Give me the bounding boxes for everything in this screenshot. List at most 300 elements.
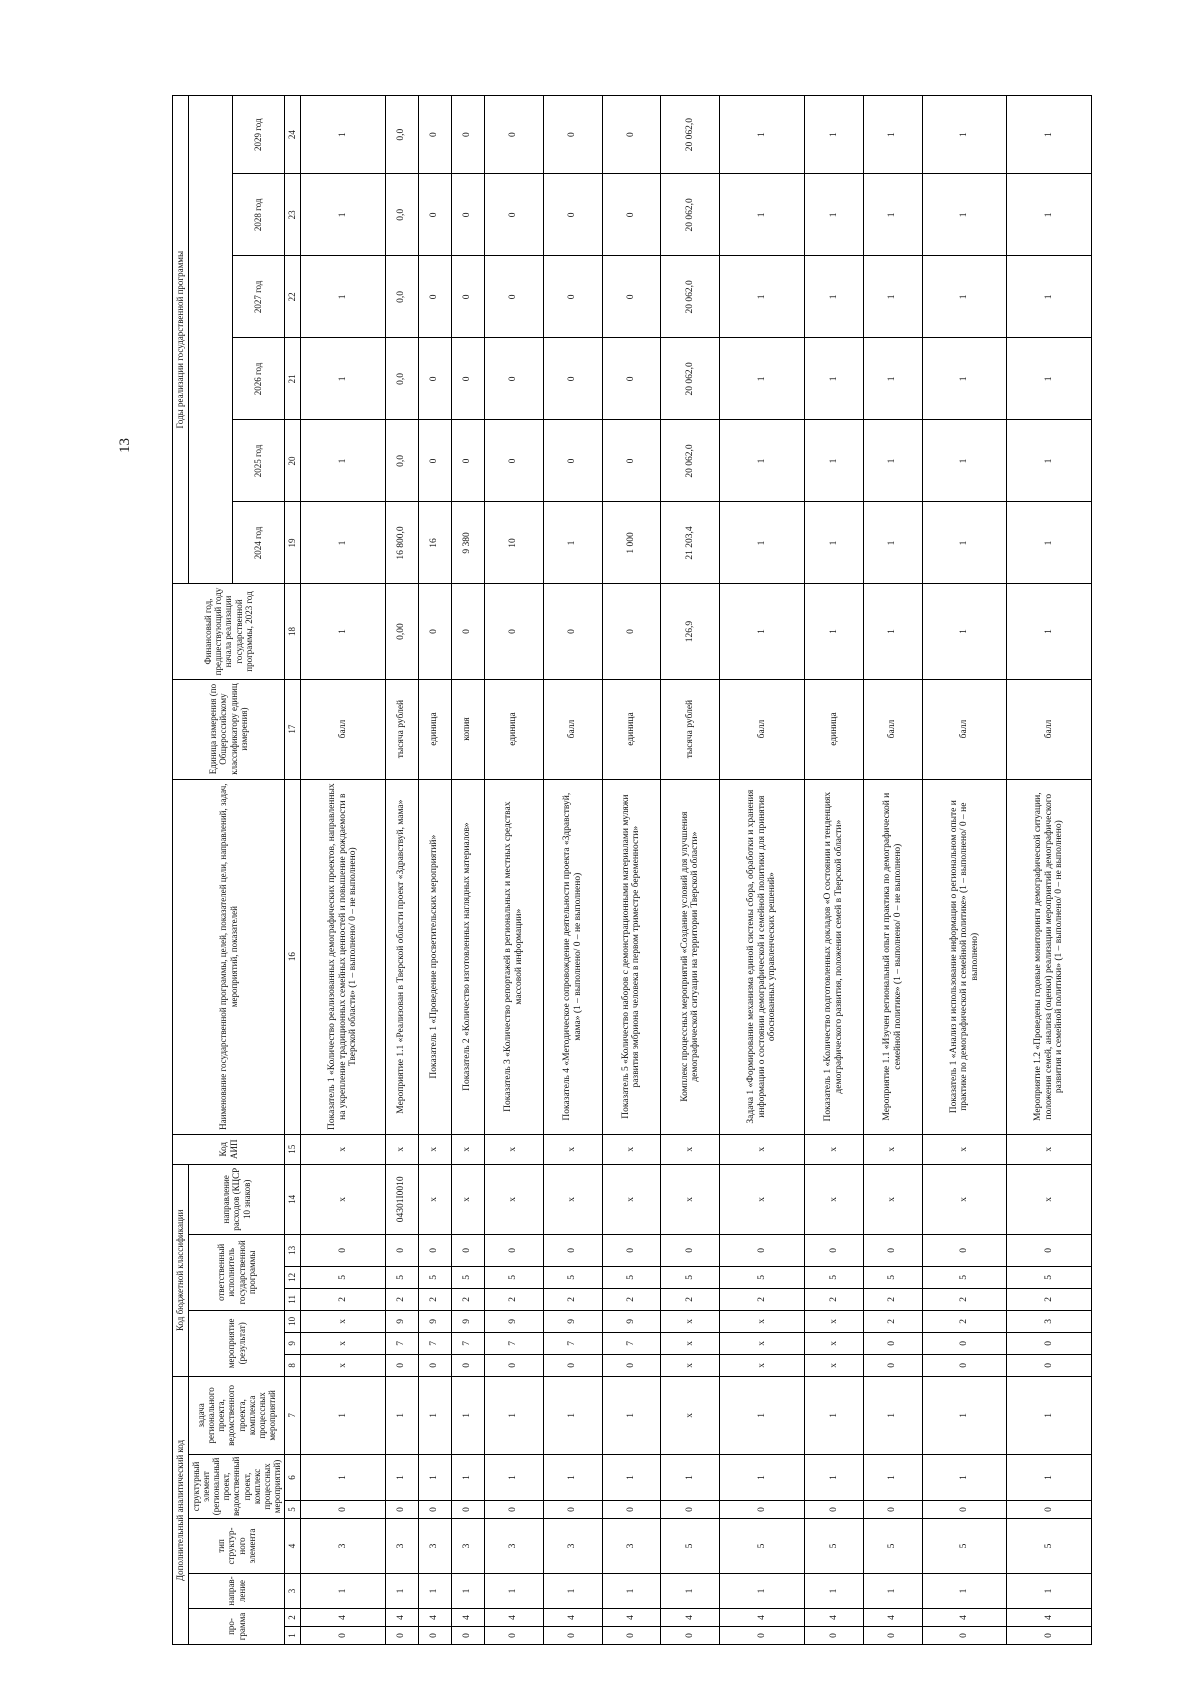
code-cell: 3 bbox=[418, 1518, 451, 1573]
row-year-value: 0 bbox=[451, 420, 484, 502]
row-value-2023: 0 bbox=[484, 584, 543, 679]
code-cell: 5 bbox=[922, 1266, 1007, 1288]
row-year-value: 0 bbox=[484, 256, 543, 338]
code-cell: 5 bbox=[1007, 1266, 1092, 1288]
code-cell: 5 bbox=[720, 1518, 805, 1573]
code-cell: 3 bbox=[602, 1518, 661, 1573]
row-name: Показатель 1 «Количество подготовленных докладов «О состоянии и тенденциях демографического развития, положении семей в Тверской области» bbox=[804, 779, 863, 1134]
table-row bbox=[661, 96, 720, 1645]
code-cell: 5 bbox=[804, 1266, 863, 1288]
code-cell: 0 bbox=[301, 1500, 386, 1518]
code-cell: 0 bbox=[602, 1500, 661, 1518]
code-cell: 1 bbox=[543, 1454, 602, 1500]
row-year-value: 1 bbox=[301, 338, 386, 420]
header-meropriyatie: мероприятие (результат) bbox=[189, 1310, 285, 1376]
code-cell: 4 bbox=[418, 1609, 451, 1627]
code-cell: 1 bbox=[301, 1454, 386, 1500]
code-cell: х bbox=[720, 1164, 805, 1234]
code-cell: 0 bbox=[451, 1234, 484, 1266]
row-value-2023: 0,00 bbox=[385, 584, 418, 679]
code-cell: 0 bbox=[804, 1234, 863, 1266]
code-cell: х bbox=[543, 1164, 602, 1234]
row-year-value: 0,0 bbox=[385, 96, 418, 174]
row-year-value: 0 bbox=[602, 174, 661, 256]
code-cell: 0 bbox=[863, 1354, 922, 1376]
code-cell: 4 bbox=[385, 1609, 418, 1627]
code-cell: 5 bbox=[1007, 1518, 1092, 1573]
header-zadacha: задача регионального проекта, ведомственного проекта, комплекса процессных мероприятий bbox=[189, 1376, 285, 1454]
header-otv: ответственный исполнитель государственной программы bbox=[189, 1234, 285, 1310]
table-row bbox=[804, 96, 863, 1645]
code-cell: 0 bbox=[301, 1234, 386, 1266]
code-cell: 1 bbox=[804, 1376, 863, 1454]
code-cell: 1 bbox=[863, 1454, 922, 1500]
table-row bbox=[301, 96, 386, 1645]
code-cell: 0 bbox=[543, 1234, 602, 1266]
code-cell: 2 bbox=[385, 1288, 418, 1310]
row-year-value: 1 bbox=[1007, 420, 1092, 502]
row-year-value: 1 bbox=[804, 174, 863, 256]
code-cell: 4 bbox=[301, 1609, 386, 1627]
code-cell: 1 bbox=[804, 1573, 863, 1608]
code-cell: 0 bbox=[602, 1627, 661, 1645]
code-cell: 0 bbox=[543, 1354, 602, 1376]
code-cell: 4 bbox=[661, 1609, 720, 1627]
code-cell: х bbox=[602, 1164, 661, 1234]
row-year-value: 0,0 bbox=[385, 420, 418, 502]
code-cell: 0 bbox=[922, 1354, 1007, 1376]
row-year-value: 1 bbox=[1007, 502, 1092, 584]
code-cell: 2 bbox=[1007, 1288, 1092, 1310]
code-cell: 3 bbox=[484, 1518, 543, 1573]
code-cell: х bbox=[451, 1134, 484, 1164]
page-number: 13 bbox=[117, 438, 133, 453]
code-cell: 0 bbox=[661, 1500, 720, 1518]
code-cell: 0 bbox=[922, 1500, 1007, 1518]
code-cell: 9 bbox=[385, 1310, 418, 1332]
row-year-value: 0 bbox=[543, 174, 602, 256]
code-cell: х bbox=[863, 1134, 922, 1164]
row-year-value: 0 bbox=[484, 420, 543, 502]
code-cell: 0 bbox=[720, 1627, 805, 1645]
row-year-value: 20 062,0 bbox=[661, 96, 720, 174]
code-cell: 9 bbox=[418, 1310, 451, 1332]
column-number: 17 bbox=[285, 679, 301, 779]
column-number: 5 bbox=[285, 1500, 301, 1518]
code-cell: 0 bbox=[1007, 1234, 1092, 1266]
column-number: 18 bbox=[285, 584, 301, 679]
table-row bbox=[922, 96, 1007, 1645]
row-year-value: 1 bbox=[863, 502, 922, 584]
code-cell: 1 bbox=[543, 1376, 602, 1454]
code-cell: 0 bbox=[451, 1627, 484, 1645]
row-year-value: 0 bbox=[484, 338, 543, 420]
code-cell: 4 bbox=[451, 1609, 484, 1627]
row-name: Показатель 3 «Количество репортажей в региональных и местных средствах массовой информации» bbox=[484, 779, 543, 1134]
header-years-spacer bbox=[189, 96, 233, 584]
row-unit: балл bbox=[301, 679, 386, 779]
code-cell: 1 bbox=[1007, 1376, 1092, 1454]
row-value-2023: 0 bbox=[543, 584, 602, 679]
header-struct-el: структурный элемент (региональный проект, ведомственный проект, комплекс процессных мероприятий) bbox=[189, 1454, 285, 1518]
code-cell: 2 bbox=[451, 1288, 484, 1310]
code-cell: 0 bbox=[1007, 1332, 1092, 1354]
table-body bbox=[301, 96, 1092, 1645]
header-unit: Единица измерения (по Общероссийскому классификатору единиц измерения) bbox=[173, 679, 285, 779]
table-row bbox=[418, 96, 451, 1645]
row-year-value: 0 bbox=[484, 96, 543, 174]
row-year-value: 1 bbox=[1007, 174, 1092, 256]
row-year-value: 0 bbox=[451, 256, 484, 338]
row-year-value: 0 bbox=[602, 420, 661, 502]
row-name: Показатель 1 «Количество реализованных демографических проектов, направленных на укрепление традиционных семейных ценностей и повышение рождаемости в Тверской области» (1 – выполнено/ 0 – не выполнено) bbox=[301, 779, 386, 1134]
code-cell: 1 bbox=[720, 1376, 805, 1454]
row-year-value: 0 bbox=[543, 420, 602, 502]
code-cell: 0 bbox=[602, 1234, 661, 1266]
code-cell: 0 bbox=[484, 1234, 543, 1266]
column-number: 12 bbox=[285, 1266, 301, 1288]
code-cell: 1 bbox=[301, 1376, 386, 1454]
code-cell: 9 bbox=[543, 1310, 602, 1332]
code-cell: 2 bbox=[484, 1288, 543, 1310]
row-year-value: 1 bbox=[720, 502, 805, 584]
code-cell: х bbox=[301, 1134, 386, 1164]
row-name: Комплекс процессных мероприятий «Создание условий для улучшения демографической ситуации на территории Тверской области» bbox=[661, 779, 720, 1134]
table-row bbox=[543, 96, 602, 1645]
code-cell: 3 bbox=[301, 1518, 386, 1573]
code-cell: х bbox=[484, 1134, 543, 1164]
code-cell: 5 bbox=[451, 1266, 484, 1288]
code-cell: х bbox=[301, 1332, 386, 1354]
code-cell: 1 bbox=[385, 1454, 418, 1500]
row-name: Показатель 2 «Количество изготовленных наглядных материалов» bbox=[451, 779, 484, 1134]
row-unit: тысяча рублей bbox=[661, 679, 720, 779]
row-year-value: 1 bbox=[922, 96, 1007, 174]
code-cell: 0 bbox=[1007, 1627, 1092, 1645]
row-value-2023: 1 bbox=[301, 584, 386, 679]
row-value-2023: 1 bbox=[1007, 584, 1092, 679]
code-cell: х bbox=[451, 1164, 484, 1234]
row-year-value: 1 bbox=[720, 174, 805, 256]
column-number: 3 bbox=[285, 1573, 301, 1608]
code-cell: х bbox=[661, 1134, 720, 1164]
program-table bbox=[172, 95, 1092, 1645]
row-value-2023: 1 bbox=[863, 584, 922, 679]
row-name: Показатель 4 «Методическое сопровождение деятельности проекта «Здравствуй, мама» (1 – выполнено/ 0 – не выполнено) bbox=[543, 779, 602, 1134]
code-cell: х bbox=[804, 1332, 863, 1354]
code-cell: 3 bbox=[543, 1518, 602, 1573]
row-year-value: 1 bbox=[863, 174, 922, 256]
code-cell: 2 bbox=[602, 1288, 661, 1310]
row-year-value: 0 bbox=[543, 96, 602, 174]
header-year-2026: 2026 год bbox=[233, 338, 285, 420]
row-year-value: 0,0 bbox=[385, 256, 418, 338]
code-cell: 5 bbox=[720, 1266, 805, 1288]
row-year-value: 1 bbox=[301, 96, 386, 174]
row-year-value: 1 bbox=[301, 502, 386, 584]
row-year-value: 1 000 bbox=[602, 502, 661, 584]
code-cell: 3 bbox=[1007, 1310, 1092, 1332]
column-number: 16 bbox=[285, 779, 301, 1134]
row-year-value: 0 bbox=[451, 96, 484, 174]
table-row bbox=[1007, 96, 1092, 1645]
code-cell: 4 bbox=[720, 1609, 805, 1627]
code-cell: х bbox=[418, 1134, 451, 1164]
row-year-value: 0 bbox=[543, 256, 602, 338]
code-cell: 5 bbox=[602, 1266, 661, 1288]
code-cell: 7 bbox=[602, 1332, 661, 1354]
code-cell: 7 bbox=[418, 1332, 451, 1354]
row-year-value: 0 bbox=[543, 338, 602, 420]
row-year-value: 1 bbox=[720, 338, 805, 420]
code-cell: 0 bbox=[1007, 1500, 1092, 1518]
row-year-value: 0,0 bbox=[385, 174, 418, 256]
header-years-group: Годы реализации государственной программы bbox=[173, 96, 189, 584]
row-year-value: 20 062,0 bbox=[661, 256, 720, 338]
code-cell: 0 bbox=[720, 1500, 805, 1518]
code-cell: х bbox=[720, 1332, 805, 1354]
column-number: 24 bbox=[285, 96, 301, 174]
row-year-value: 0 bbox=[418, 338, 451, 420]
row-name: Показатель 1 «Проведение просветительских мероприятий» bbox=[418, 779, 451, 1134]
row-year-value: 1 bbox=[543, 502, 602, 584]
code-cell: х bbox=[804, 1310, 863, 1332]
code-cell: х bbox=[720, 1354, 805, 1376]
row-unit: балл bbox=[1007, 679, 1092, 779]
code-cell: 1 bbox=[301, 1573, 386, 1608]
code-cell: 9 bbox=[484, 1310, 543, 1332]
row-year-value: 1 bbox=[804, 96, 863, 174]
code-cell: 1 bbox=[720, 1573, 805, 1608]
code-cell: 0 bbox=[451, 1354, 484, 1376]
code-cell: х bbox=[720, 1310, 805, 1332]
code-cell: 2 bbox=[720, 1288, 805, 1310]
row-year-value: 1 bbox=[922, 256, 1007, 338]
column-number: 6 bbox=[285, 1454, 301, 1500]
header-aip-code: Код АИП bbox=[173, 1134, 285, 1164]
code-cell: 1 bbox=[385, 1376, 418, 1454]
row-year-value: 1 bbox=[804, 256, 863, 338]
code-cell: 0 bbox=[385, 1354, 418, 1376]
code-cell: 4 bbox=[484, 1609, 543, 1627]
code-cell: 5 bbox=[484, 1266, 543, 1288]
column-number: 21 bbox=[285, 338, 301, 420]
code-cell: 0 bbox=[418, 1354, 451, 1376]
code-cell: 1 bbox=[484, 1376, 543, 1454]
header-year-2027: 2027 год bbox=[233, 256, 285, 338]
code-cell: х bbox=[863, 1164, 922, 1234]
row-year-value: 1 bbox=[301, 420, 386, 502]
code-cell: 0 bbox=[385, 1234, 418, 1266]
code-cell: 0 bbox=[484, 1354, 543, 1376]
code-cell: 1 bbox=[451, 1376, 484, 1454]
column-number: 13 bbox=[285, 1234, 301, 1266]
code-cell: 1 bbox=[661, 1454, 720, 1500]
row-year-value: 0 bbox=[418, 420, 451, 502]
column-number: 8 bbox=[285, 1354, 301, 1376]
code-cell: х bbox=[301, 1164, 386, 1234]
code-cell: х bbox=[661, 1310, 720, 1332]
code-cell: х bbox=[1007, 1134, 1092, 1164]
header-year-2028: 2028 год bbox=[233, 174, 285, 256]
code-cell: 5 bbox=[804, 1518, 863, 1573]
code-cell: 04301I0010 bbox=[385, 1164, 418, 1234]
code-cell: 4 bbox=[922, 1609, 1007, 1627]
code-cell: 2 bbox=[418, 1288, 451, 1310]
row-year-value: 1 bbox=[720, 256, 805, 338]
code-cell: х bbox=[922, 1164, 1007, 1234]
code-cell: 1 bbox=[661, 1573, 720, 1608]
code-cell: 5 bbox=[863, 1266, 922, 1288]
row-year-value: 0 bbox=[418, 256, 451, 338]
row-unit: единица bbox=[804, 679, 863, 779]
code-cell: х bbox=[804, 1134, 863, 1164]
code-cell: 1 bbox=[543, 1573, 602, 1608]
code-cell: 2 bbox=[661, 1288, 720, 1310]
row-unit: балл bbox=[863, 679, 922, 779]
code-cell: 5 bbox=[543, 1266, 602, 1288]
code-cell: 0 bbox=[922, 1627, 1007, 1645]
column-number: 1 bbox=[285, 1627, 301, 1645]
row-name: Показатель 5 «Количество наборов с демонстрационными материалами муляжи развития эмбриона человека в первом триместре беременности» bbox=[602, 779, 661, 1134]
column-number: 7 bbox=[285, 1376, 301, 1454]
row-value-2023: 0 bbox=[602, 584, 661, 679]
column-number: 22 bbox=[285, 256, 301, 338]
code-cell: 0 bbox=[863, 1500, 922, 1518]
code-cell: 5 bbox=[661, 1518, 720, 1573]
code-cell: 2 bbox=[922, 1288, 1007, 1310]
code-cell: 0 bbox=[301, 1627, 386, 1645]
code-cell: 5 bbox=[661, 1266, 720, 1288]
row-year-value: 1 bbox=[720, 420, 805, 502]
code-cell: 0 bbox=[418, 1500, 451, 1518]
code-cell: 0 bbox=[922, 1234, 1007, 1266]
code-cell: 3 bbox=[385, 1518, 418, 1573]
row-name: Мероприятие 1.2 «Проведены годовые мониторинги демографической ситуации, положения семей, анализа (оценки) реализации мероприятий демографического развития и семейной политики» (1 – выполнено/ 0 – не выполнено) bbox=[1007, 779, 1092, 1134]
code-cell: 5 bbox=[301, 1266, 386, 1288]
code-cell: 9 bbox=[602, 1310, 661, 1332]
code-cell: 5 bbox=[863, 1518, 922, 1573]
row-year-value: 1 bbox=[863, 96, 922, 174]
code-cell: 7 bbox=[385, 1332, 418, 1354]
row-value-2023: 1 bbox=[922, 584, 1007, 679]
code-cell: 0 bbox=[602, 1354, 661, 1376]
row-name: Мероприятие 1.1 «Изучен региональный опыт и практика по демографической и семейной политике» (1 – выполнено/ 0 – не выполнено) bbox=[863, 779, 922, 1134]
row-year-value: 1 bbox=[922, 174, 1007, 256]
header-tip: тип структур-ного элемента bbox=[189, 1518, 285, 1573]
header-fin-year: Финансовый год, предшествующий году начала реализации государственной программы, 2023 год bbox=[173, 584, 285, 679]
row-unit: копия bbox=[451, 679, 484, 779]
code-cell: 0 bbox=[543, 1500, 602, 1518]
code-cell: х bbox=[1007, 1164, 1092, 1234]
row-unit: тысяча рублей bbox=[385, 679, 418, 779]
row-year-value: 20 062,0 bbox=[661, 338, 720, 420]
row-year-value: 20 062,0 bbox=[661, 174, 720, 256]
table-row bbox=[863, 96, 922, 1645]
code-cell: 5 bbox=[418, 1266, 451, 1288]
table-row bbox=[451, 96, 484, 1645]
code-cell: х bbox=[543, 1134, 602, 1164]
column-number: 14 bbox=[285, 1164, 301, 1234]
header-name: Наименование государственной программы, целей, показателей цели, направлений, задач, мероприятий, показателей bbox=[173, 779, 285, 1134]
code-cell: 7 bbox=[543, 1332, 602, 1354]
header-budget-code: Код бюджетной классификации bbox=[173, 1164, 189, 1376]
row-year-value: 16 800,0 bbox=[385, 502, 418, 584]
code-cell: 1 bbox=[451, 1573, 484, 1608]
table-row bbox=[484, 96, 543, 1645]
row-year-value: 10 bbox=[484, 502, 543, 584]
code-cell: 0 bbox=[1007, 1354, 1092, 1376]
document-table-wrapper bbox=[172, 95, 1092, 1645]
code-cell: 1 bbox=[418, 1454, 451, 1500]
row-value-2023: 0 bbox=[418, 584, 451, 679]
code-cell: х bbox=[661, 1332, 720, 1354]
code-cell: 0 bbox=[418, 1234, 451, 1266]
row-unit: балл bbox=[720, 679, 805, 779]
row-value-2023: 0 bbox=[451, 584, 484, 679]
table-row bbox=[385, 96, 418, 1645]
code-cell: 0 bbox=[385, 1627, 418, 1645]
code-cell: 1 bbox=[1007, 1573, 1092, 1608]
code-cell: 1 bbox=[720, 1454, 805, 1500]
column-number: 23 bbox=[285, 174, 301, 256]
code-cell: 4 bbox=[804, 1609, 863, 1627]
row-value-2023: 1 bbox=[720, 584, 805, 679]
row-unit: единица bbox=[418, 679, 451, 779]
row-name: Мероприятие 1.1 «Реализован в Тверской области проект «Здравствуй, мама» bbox=[385, 779, 418, 1134]
row-year-value: 1 bbox=[720, 96, 805, 174]
column-number: 20 bbox=[285, 420, 301, 502]
code-cell: 0 bbox=[385, 1500, 418, 1518]
code-cell: 0 bbox=[451, 1500, 484, 1518]
code-cell: 1 bbox=[418, 1573, 451, 1608]
code-cell: 0 bbox=[863, 1627, 922, 1645]
code-cell: 9 bbox=[451, 1310, 484, 1332]
code-cell: 1 bbox=[602, 1454, 661, 1500]
column-numbers-row bbox=[285, 96, 301, 1645]
column-number: 4 bbox=[285, 1518, 301, 1573]
code-cell: х bbox=[720, 1134, 805, 1164]
row-year-value: 1 bbox=[301, 174, 386, 256]
code-cell: х bbox=[301, 1354, 386, 1376]
code-cell: 2 bbox=[863, 1288, 922, 1310]
column-number: 19 bbox=[285, 502, 301, 584]
row-year-value: 0 bbox=[451, 338, 484, 420]
row-value-2023: 1 bbox=[804, 584, 863, 679]
code-cell: 0 bbox=[418, 1627, 451, 1645]
row-year-value: 0 bbox=[484, 174, 543, 256]
header-year-2025: 2025 год bbox=[233, 420, 285, 502]
header-napravlenie: направ-ление bbox=[189, 1573, 285, 1608]
code-cell: 7 bbox=[451, 1332, 484, 1354]
row-year-value: 0 bbox=[418, 96, 451, 174]
row-year-value: 0 bbox=[451, 174, 484, 256]
code-cell: 0 bbox=[922, 1332, 1007, 1354]
code-cell: 1 bbox=[863, 1376, 922, 1454]
code-cell: 0 bbox=[543, 1627, 602, 1645]
code-cell: 1 bbox=[922, 1454, 1007, 1500]
code-cell: х bbox=[922, 1134, 1007, 1164]
code-cell: 5 bbox=[385, 1266, 418, 1288]
row-unit: балл bbox=[922, 679, 1007, 779]
code-cell: 1 bbox=[1007, 1454, 1092, 1500]
code-cell: х bbox=[484, 1164, 543, 1234]
code-cell: х bbox=[661, 1376, 720, 1454]
code-cell: 0 bbox=[484, 1627, 543, 1645]
row-name: Задача 1 «Формирование механизма единой системы сбора, обработки и хранения информации о состоянии демографической и семейной политики для принятия обоснованных управленческих решений» bbox=[720, 779, 805, 1134]
header-dop-code: Дополнительный аналитический код bbox=[173, 1376, 189, 1644]
code-cell: 2 bbox=[543, 1288, 602, 1310]
